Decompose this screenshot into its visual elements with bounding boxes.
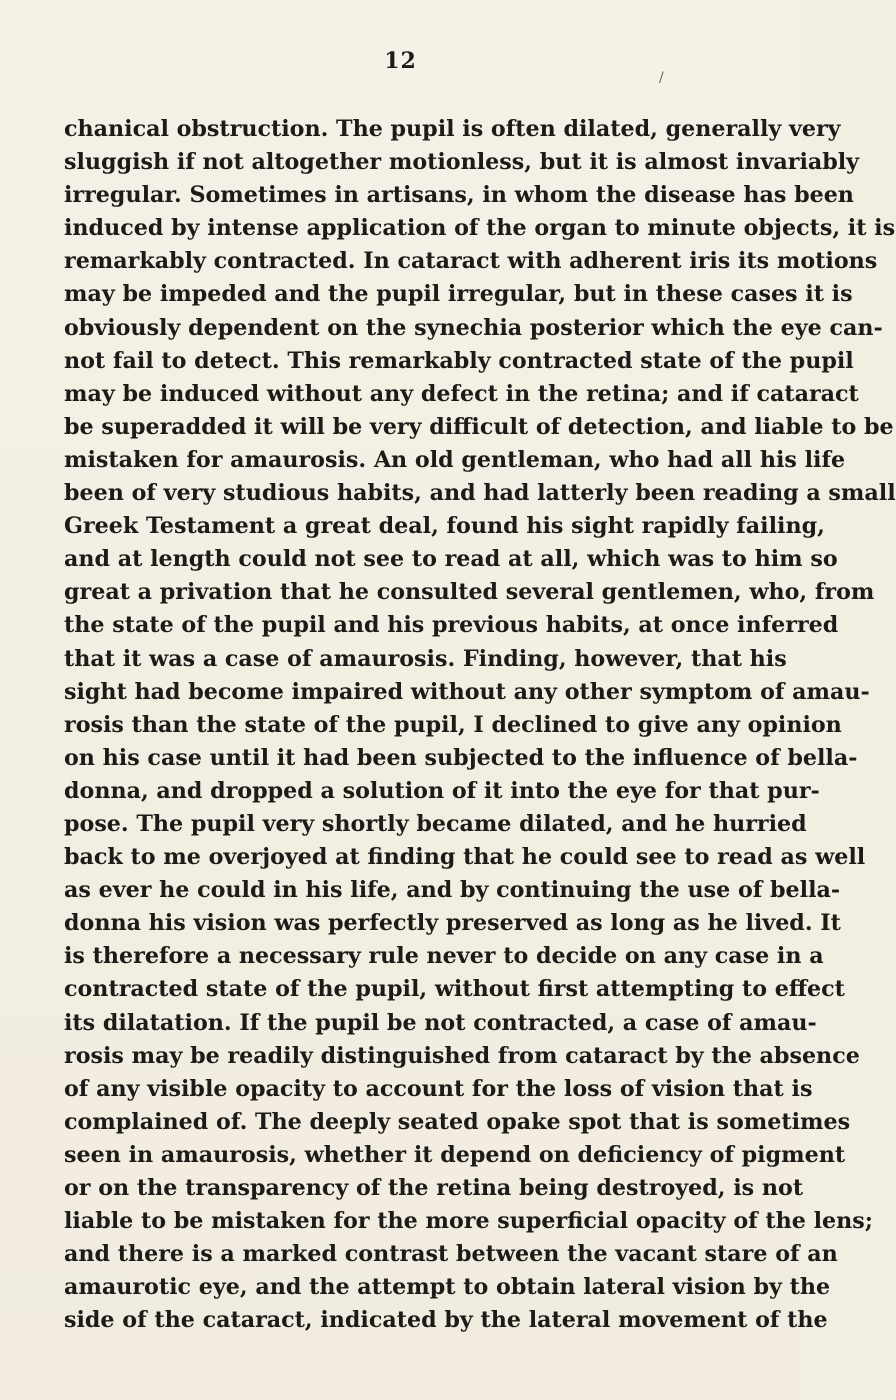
text-line: seen in amaurosis, whether it depend on deficiency of pigment (64, 1141, 846, 1168)
text-line: be superadded it will be very difficult of detection, and liable to be (64, 413, 894, 440)
text-line: as ever he could in his life, and by continuing the use of bella- (64, 877, 841, 904)
text-line: donna, and dropped a solution of it into the eye for that pur- (64, 777, 820, 804)
text-line: pose. The pupil very shortly became dilated, and he hurried (64, 810, 807, 837)
page-number: 12 (384, 48, 417, 74)
text-line: remarkably contracted. In cataract with adherent iris its motions (64, 248, 878, 275)
text-line: the state of the pupil and his previous habits, at once inferred (64, 612, 839, 639)
corner-mark: / (659, 70, 664, 86)
text-line: irregular. Sometimes in artisans, in whom the disease has been (64, 182, 854, 209)
text-line: mistaken for amaurosis. An old gentleman, who had all his life (64, 446, 846, 473)
text-line: that it was a case of amaurosis. Finding, however, that his (64, 645, 787, 672)
body-text (64, 113, 896, 1337)
text-line: rosis may be readily distinguished from cataract by the absence (64, 1042, 860, 1069)
text-line: and there is a marked contrast between the vacant stare of an (64, 1241, 838, 1268)
text-line: obviously dependent on the synechia posterior which the eye can- (64, 314, 883, 341)
text-line: and at length could not see to read at all, which was to him so (64, 546, 838, 573)
text-line: complained of. The deeply seated opake spot that is sometimes (64, 1108, 851, 1135)
text-line: liable to be mistaken for the more superficial opacity of the lens; (64, 1208, 873, 1235)
text-line: may be induced without any defect in the retina; and if cataract (64, 380, 859, 407)
text-line: sluggish if not altogether motionless, but it is almost invariably (64, 149, 860, 176)
text-line: sight had become impaired without any other symptom of amau- (64, 678, 870, 705)
text-line: not fail to detect. This remarkably contracted state of the pupil (64, 347, 854, 374)
text-line: on his case until it had been subjected to the influence of bella- (64, 744, 858, 771)
text-line: great a privation that he consulted several gentlemen, who, from (64, 579, 875, 606)
text-line: back to me overjoyed at finding that he could see to read as well (64, 844, 866, 871)
text-line: Greek Testament a great deal, found his sight rapidly failing, (64, 513, 825, 540)
text-line: been of very studious habits, and had latterly been reading a small (64, 480, 896, 507)
text-line: rosis than the state of the pupil, I declined to give any opinion (64, 711, 842, 738)
text-line: induced by intense application of the organ to minute objects, it is (64, 215, 896, 242)
text-line: side of the cataract, indicated by the lateral movement of the (64, 1307, 828, 1334)
text-line: chanical obstruction. The pupil is often dilated, generally very (64, 116, 841, 142)
text-line: its dilatation. If the pupil be not contracted, a case of amau- (64, 1009, 817, 1036)
text-line: of any visible opacity to account for the loss of vision that is (64, 1075, 813, 1102)
text-line: is therefore a necessary rule never to decide on any case in a (64, 943, 824, 970)
text-line: donna his vision was perfectly preserved as long as he lived. It (64, 910, 841, 937)
text-line: may be impeded and the pupil irregular, but in these cases it is (64, 281, 853, 308)
text-line: amaurotic eye, and the attempt to obtain lateral vision by the (64, 1274, 831, 1301)
text-line: contracted state of the pupil, without first attempting to effect (64, 976, 845, 1003)
text-line: or on the transparency of the retina being destroyed, is not (64, 1175, 804, 1201)
